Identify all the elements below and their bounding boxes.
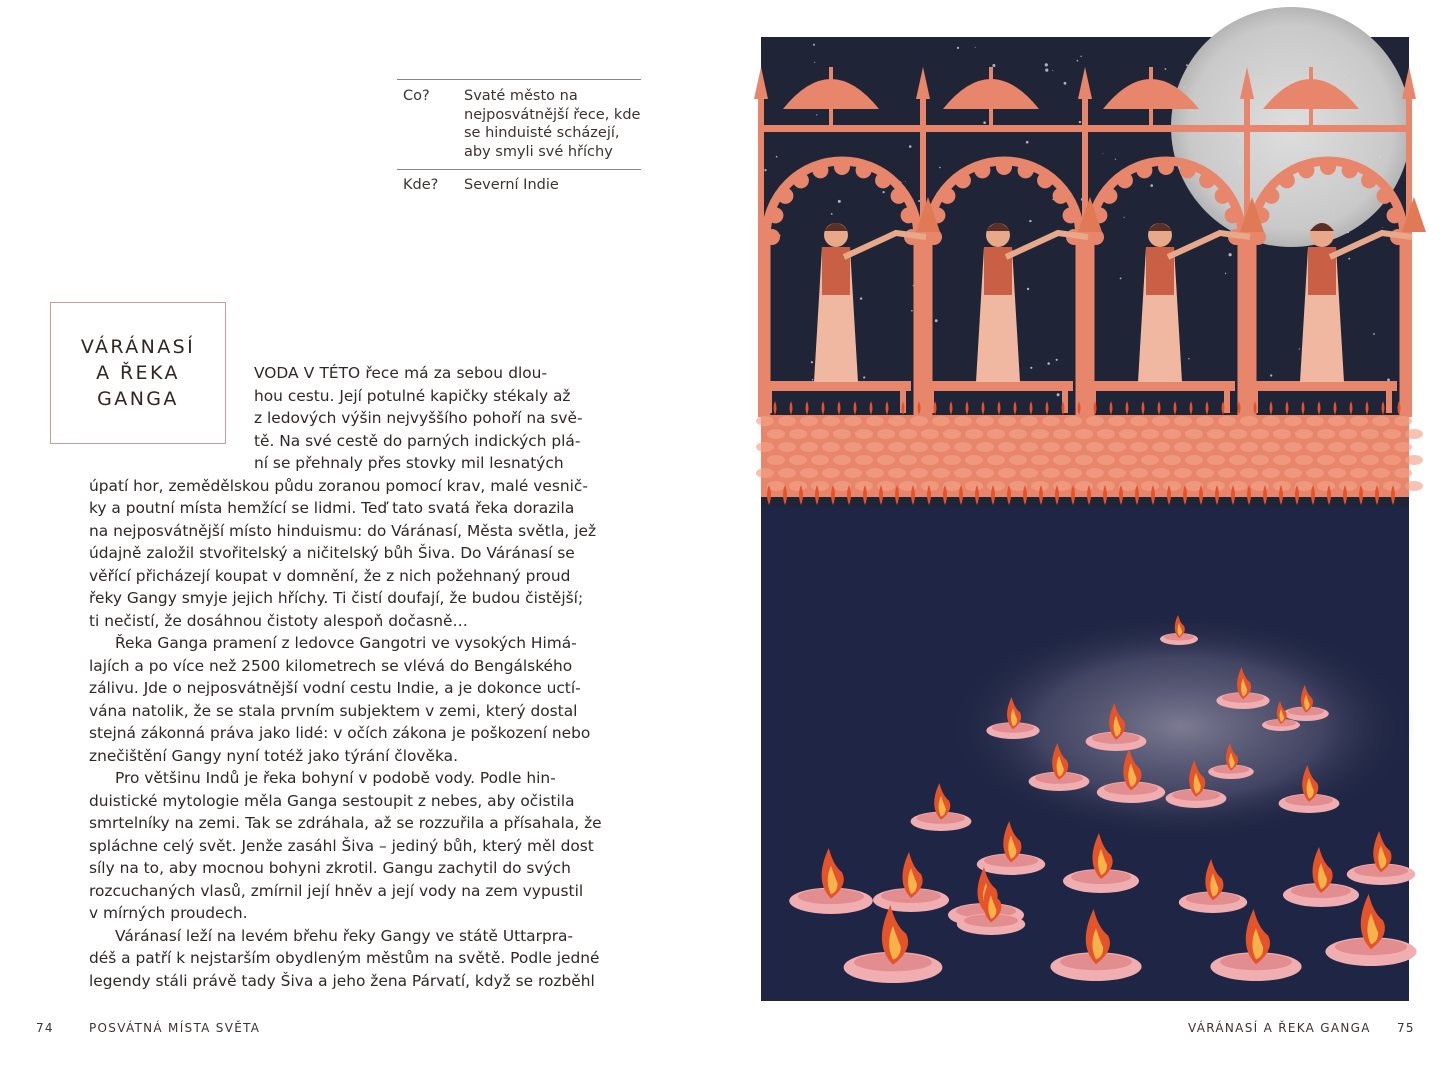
body-line: hou cestu. Její potulné kapičky stékaly až (254, 386, 571, 405)
left-running-head: POSVÁTNÁ MÍSTA SVĚTA (89, 1021, 261, 1035)
body-line: legendy stáli právě tady Šiva a jeho žena Párvatí, když se rozběhl (89, 971, 595, 990)
left-page (0, 0, 722, 1083)
body-line: lajích a po více než 2500 kilometrech se vlévá do Bengálského (89, 656, 573, 675)
body-line: ní se přehnaly přes stovky mil lesnatých (254, 454, 564, 473)
fact-key: Co? (403, 88, 430, 104)
body-line: z ledových výšin nejvyššího pohoří na svě- (254, 409, 583, 428)
fact-row-what (397, 80, 641, 169)
body-line: déš a patří k nejstarším obydleným městům na světě. Podle jedné (89, 949, 600, 968)
chapter-title-line: GANGA (97, 388, 179, 410)
body-line: Pro většinu Indů je řeka bohyní v podobě vody. Podle hin- (115, 769, 556, 788)
chapter-title-line: VÁRÁNASÍ (80, 336, 196, 358)
body-line: Řeka Ganga pramení z ledovce Gangotri ve vysokých Himá- (115, 634, 577, 653)
body-line: znečištění Gangy nyní totéž jako týrání člověka. (89, 746, 458, 765)
body-line: v mírných proudech. (89, 904, 248, 923)
fact-value-line: Severní Indie (464, 177, 559, 193)
right-running-head: VÁRÁNASÍ A ŘEKA GANGA (1188, 1021, 1371, 1035)
fact-value-line: Svaté město na (464, 88, 578, 104)
body-line: na nejposvátnější místo hinduismu: do Váránasí, Města světla, jež (89, 521, 597, 540)
left-page-number: 74 (36, 1021, 54, 1035)
right-page-number: 75 (1397, 1021, 1415, 1035)
body-line: ti nečistí, že dosáhnou čistoty alespoň dočasně… (89, 611, 468, 630)
body-text (89, 362, 602, 992)
right-page (722, 0, 1445, 1083)
body-line: duistické mytologie měla Ganga sestoupit z nebes, aby očistila (89, 791, 575, 810)
body-line: tě. Na své cestě do parných indických plá- (254, 431, 581, 450)
chapter-title-line: A ŘEKA (96, 362, 180, 384)
body-line: spláchne celý svět. Jenže zasáhl Šiva – jediný bůh, který měl dost (89, 836, 594, 855)
body-line: Váránasí leží na levém břehu řeky Gangy ve státě Uttarpra- (115, 926, 574, 945)
body-line: věřící přicházejí koupat v domnění, že z nich požehnaný proud (89, 566, 571, 585)
fact-key: Kde? (403, 177, 439, 193)
fact-value-line: nejposvátnější řece, kde (464, 106, 641, 123)
body-line: ky a poutní místa hemžící se lidmi. Teď tato svatá řeka dorazila (89, 499, 575, 518)
fact-value (464, 87, 641, 161)
body-line: síly na to, aby mocnou bohyni zkrotil. Gangu zachytil do svých (89, 859, 571, 878)
fact-value-line: se hinduisté scházejí, (464, 125, 620, 141)
fact-row-where (397, 169, 641, 195)
body-line: úpatí hor, zemědělskou půdu zoranou pomocí krav, malé vesnič- (89, 476, 588, 495)
body-line: řeky Gangy smyje jejich hříchy. Ti čistí doufají, že budou čistější; (89, 589, 584, 608)
fact-value-line: aby smyli své hříchy (464, 143, 613, 160)
body-line: stejná zákonná práva jako lidé: v očích zákona je poškození nebo (89, 724, 591, 743)
body-line: údajně založil stvořitelský a ničitelský bůh Šiva. Do Váránasí se (89, 544, 575, 563)
body-line: smrtelníky na zemi. Tak se zdráhala, až se rozzuřila a přísahala, že (89, 814, 602, 833)
body-line: vána natolik, že se stala prvním subjektem v zemi, který dostal (89, 701, 578, 720)
body-line: VODA V TÉTO řece má za sebou dlou- (254, 364, 547, 382)
varanasi-ghat-aarti-illustration (761, 37, 1409, 1001)
body-line: zálivu. Jde o nejposvátnější vodní cestu Indie, a je dokonce uctí- (89, 679, 581, 698)
fact-table (397, 79, 641, 195)
fact-value (464, 176, 641, 195)
body-line: rozcuchaných vlasů, zmírnil její hněv a její vody na zem vypustil (89, 881, 584, 900)
